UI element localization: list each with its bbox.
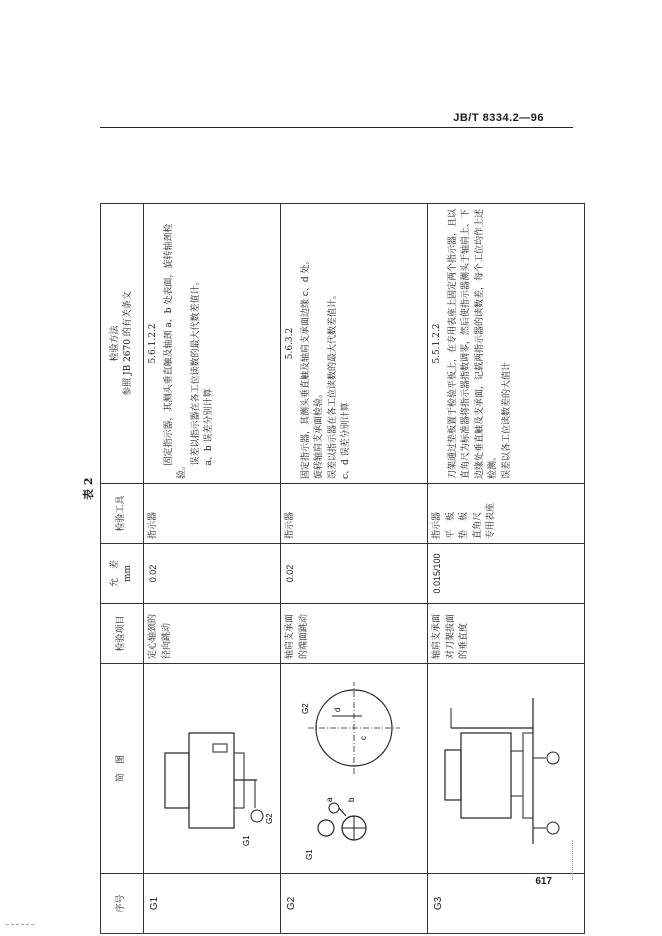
row-tools — [428, 484, 585, 544]
label-c: c — [359, 736, 368, 741]
row-seq: G1 — [144, 874, 281, 934]
row-item: 定心轴颈的径向跳动 — [144, 604, 281, 664]
method-line: c、d 误差分别计算 — [341, 402, 351, 479]
tool-item: 直角尺 — [472, 511, 483, 539]
col-tolerance-header — [101, 544, 144, 604]
col-item-header: 检验项目 — [101, 604, 144, 664]
label-a: a — [325, 798, 334, 803]
row-method — [281, 204, 428, 484]
table-row — [144, 204, 281, 934]
label-g2: G2 — [301, 703, 310, 715]
col-diagram-header: 简 图 — [101, 664, 144, 874]
row-item: 轴肩支承面的端面跳动 — [281, 604, 428, 664]
tool-item: 指示器 — [432, 511, 442, 539]
row-tools — [144, 484, 281, 544]
inspection-table — [100, 203, 585, 934]
table-title: 表 2 — [82, 477, 95, 500]
method-clause: 5.6.1.2.2 — [148, 323, 158, 364]
row-item: 轴肩支承面对刀架拔面的垂直度 — [428, 604, 585, 664]
method-line: 固定指示器，其测头垂直触及轴颈 a、b 处表面，旋转轴颈检验。 — [163, 223, 187, 479]
method-line: 刀架通过垫板置于检验平板上，在专用表座上固定两个指示器，且以直角尺为标准器将指示器指数调零，然后使指示器测头于轴肩上、下边缘处垂直触及支承面，记载两指示器的读数差，每个工位均作上述检测。 — [447, 208, 498, 479]
table-row — [428, 204, 585, 934]
table-header-row — [101, 204, 144, 934]
row-method — [144, 204, 281, 484]
row-tools — [281, 484, 428, 544]
label-b: b — [347, 798, 356, 803]
method-line: a、b 误差分别计算 — [204, 388, 214, 466]
gutter-mark — [572, 840, 574, 880]
diagram-g1 — [144, 664, 281, 874]
method-line: 旋转轴肩支承面检验。 — [314, 388, 324, 479]
row-seq: G3 — [428, 874, 585, 934]
shoulder-perpendicularity-diagram — [431, 669, 581, 869]
method-line: 误差以指示器在各工位读数的最大代数差值计。 — [190, 276, 201, 466]
standard-header: JB/T 8334.2—96 — [453, 112, 544, 124]
col-method-header — [101, 204, 144, 484]
col-tool-header: 检验工具 — [101, 484, 144, 544]
diagram-g3 — [428, 664, 585, 874]
label-g1: G1 — [242, 835, 251, 847]
method-line: 固定指示器，其测头垂直触及轴肩支承面边缘 c、d 处。 — [300, 255, 311, 479]
tool-item: 指示器 — [148, 511, 158, 539]
label-d: d — [333, 708, 342, 713]
row-method — [428, 204, 585, 484]
method-line: 误差以各工位读数差的大值计 — [501, 361, 512, 479]
tool-item: 平 板 — [445, 511, 456, 539]
method-clause: 5.6.3.2 — [285, 327, 295, 360]
tolerance-header-unit: mm — [123, 564, 133, 583]
spindle-runout-diagram — [147, 669, 277, 869]
rotated-table — [100, 204, 572, 934]
tool-item: 专用表座 — [486, 502, 496, 539]
corner-mark — [6, 924, 34, 926]
table-container — [100, 134, 572, 934]
row-tolerance: 0.02 — [281, 544, 428, 604]
row-seq: G2 — [281, 874, 428, 934]
row-tolerance: 0.015/100 — [428, 544, 585, 604]
page-number: 617 — [535, 876, 552, 887]
label-g2: G2 — [265, 813, 274, 825]
method-header-ref: 参照 JB 2670 的有关条文 — [123, 291, 133, 396]
tool-item: 垫 板 — [459, 511, 469, 539]
table-row — [281, 204, 428, 934]
method-clause: 5.5.1.2.2 — [432, 323, 442, 364]
shoulder-face-runout-diagram — [284, 669, 424, 869]
label-g1: G1 — [305, 849, 314, 861]
method-line: 误差以指示器在各工位读数的最大代数差值计。 — [327, 289, 338, 479]
method-header-label: 检验方法 — [109, 325, 120, 362]
header-rule — [100, 127, 573, 128]
col-seq-header: 序号 — [101, 874, 144, 934]
tool-item: 指示器 — [285, 511, 295, 539]
diagram-g2 — [281, 664, 428, 874]
row-tolerance: 0.02 — [144, 544, 281, 604]
tolerance-header-label: 允 差 — [109, 560, 120, 588]
